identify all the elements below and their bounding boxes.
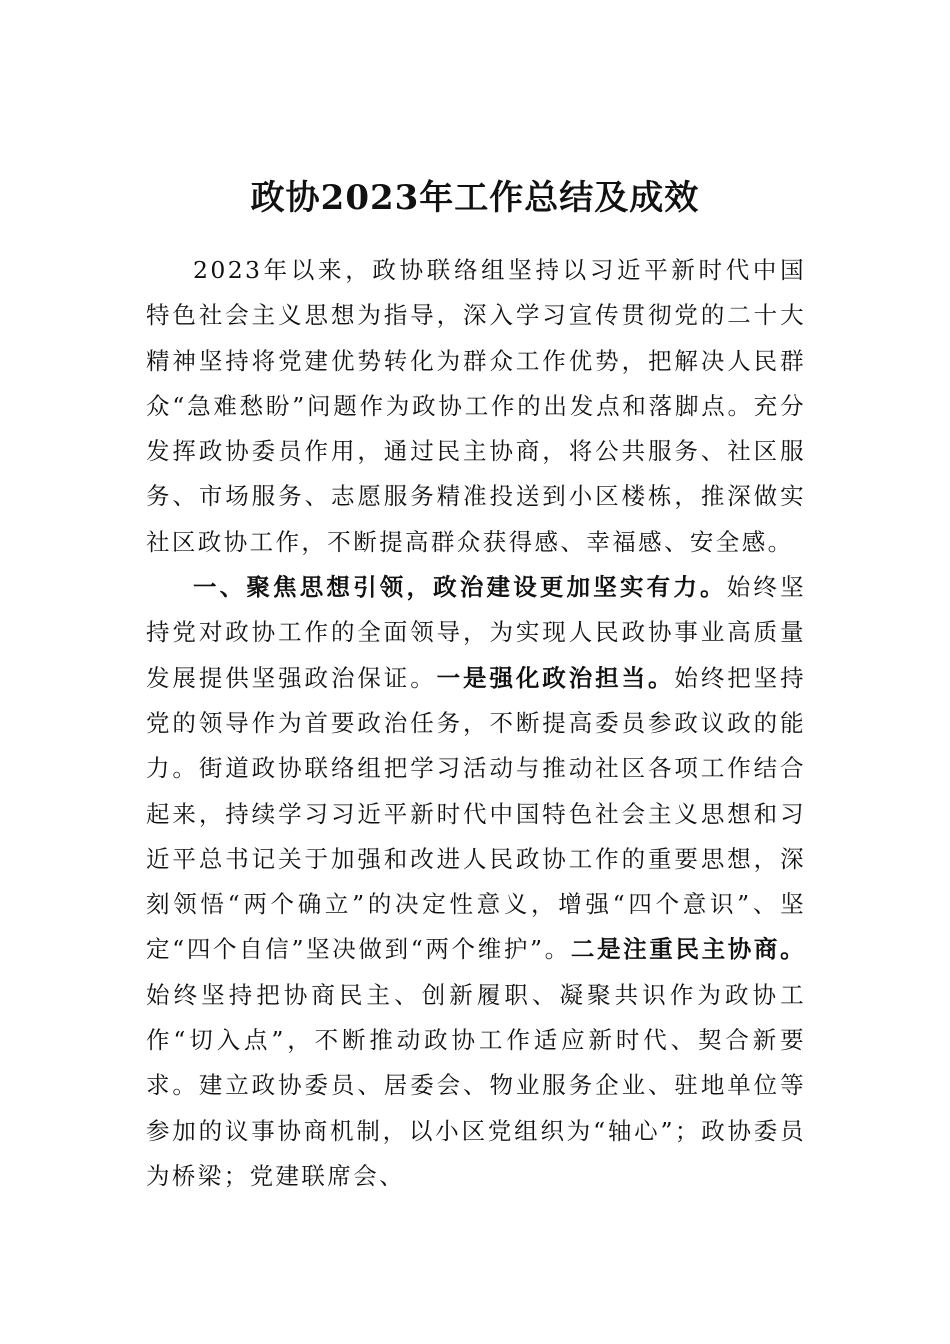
subheading-one: 一是强化政治担当。 [436,663,675,692]
subheading-two: 二是注重民主协商。 [570,935,806,964]
intro-text: 2023年以来，政协联络组坚持以习近平新时代中国特色社会主义思想为指导，深入学习宣传贯彻党的二十大精神坚持将党建优势转化为群众工作优势，把解决人民群众“急难愁盼”问题作为政协工作的出发点和落脚点。充分发挥政协委员作用，通过民主协商，将公共服务、社区服务、市场服务、志愿服务精准投送到小区楼栋，推深做实社区政协工作，不断提高群众获得感、幸福感、安全感。 [146,256,806,556]
document-body [146,248,806,1199]
subheading-two-text: 始终坚持把协商民主、创新履职、凝聚共识作为政协工作“切入点”，不断推动政协工作适应新时代、契合新要求。建立政协委员、居委会、物业服务企业、驻地单位等参加的议事协商机制，以小区党组织为“轴心”；政协委员为桥梁；党建联席会、 [146,980,806,1190]
intro-paragraph [146,248,806,565]
section-one-paragraph [146,565,806,1199]
subheading-one-text: 始终把坚持党的领导作为首要政治任务，不断提高委员参政议政的能力。街道政协联络组把学习活动与推动社区各项工作结合起来，持续学习习近平新时代中国特色社会主义思想和习近平总书记关于加强和改进人民政协工作的重要思想，深刻领悟“两个确立”的决定性意义，增强“四个意识”、坚定“四个自信”坚决做到“两个维护”。 [146,663,806,964]
section-heading: 一、聚焦思想引领，政治建设更加坚实有力。 [193,573,727,602]
document-title: 政协2023年工作总结及成效 [250,178,700,218]
section-text: 始终坚持党对政协工作的全面领导，为实现人民政协事业高质量发展提供坚强政治保证。 [146,573,807,692]
